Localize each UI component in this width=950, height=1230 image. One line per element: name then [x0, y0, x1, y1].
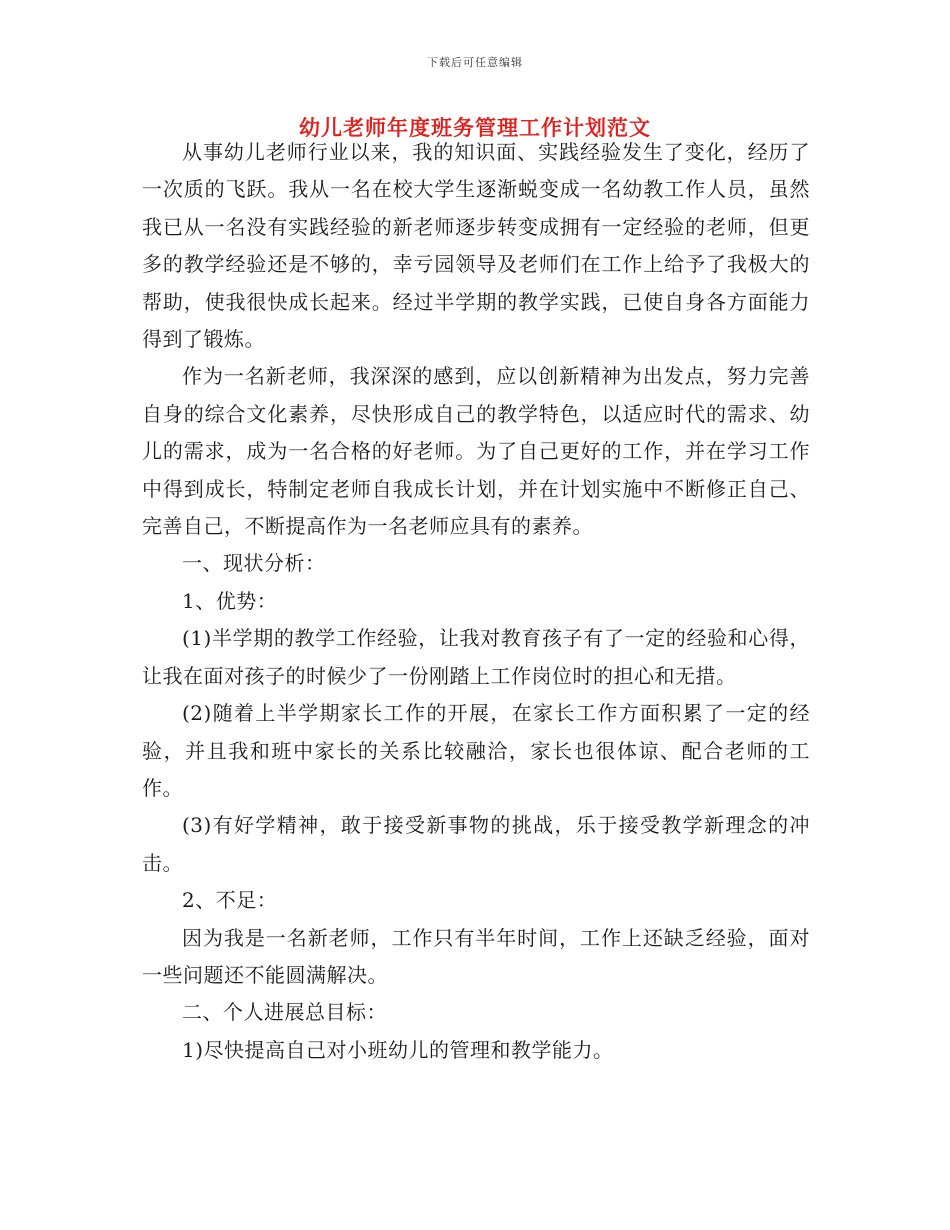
document-title: 幼儿老师年度班务管理工作计划范文 — [299, 115, 651, 140]
document-body — [142, 134, 810, 1069]
header-note: 下载后可任意编辑 — [427, 56, 523, 69]
section-heading-goals: 二、个人进展总目标： — [182, 1000, 387, 1025]
strength-item-2: (2)随着上半学期家长工作的开展，在家长工作方面积累了一定的经验，并且我和班中家长的关系比较融洽，家长也很体谅、配合老师的工作。 — [142, 701, 810, 800]
subheading-weaknesses: 2、不足： — [182, 888, 278, 913]
section-heading-status: 一、现状分析： — [182, 551, 326, 576]
paragraph-goal: 作为一名新老师，我深深的感到，应以创新精神为出发点，努力完善自身的综合文化素养，尽快形成自己的教学特色，以适应时代的需求、幼儿的需求，成为一名合格的好老师。为了自己更好的工作，并在学习工作中得到成长，特制定老师自我成长计划，并在计划实施中不断修正自己、完善自己，不断提高作为一名老师应具有的素养。 — [142, 364, 810, 539]
strength-item-1: (1)半学期的教学工作经验，让我对教育孩子有了一定的经验和心得，让我在面对孩子的时候少了一份刚踏上工作岗位时的担心和无措。 — [142, 626, 810, 688]
paragraph-intro: 从事幼儿老师行业以来，我的知识面、实践经验发生了变化，经历了一次质的飞跃。我从一名在校大学生逐渐蜕变成一名幼教工作人员，虽然我已从一名没有实践经验的新老师逐步转变成拥有一定经验的老师，但更多的教学经验还是不够的，幸亏园领导及老师们在工作上给予了我极大的帮助，使我很快成长起来。经过半学期的教学实践，已使自身各方面能力得到了锻炼。 — [142, 140, 810, 352]
subheading-strengths: 1、优势： — [182, 588, 278, 613]
strength-item-3: (3)有好学精神，敢于接受新事物的挑战，乐于接受教学新理念的冲击。 — [142, 813, 810, 875]
weakness-paragraph: 因为我是一名新老师，工作只有半年时间，工作上还缺乏经验，面对一些问题还不能圆满解决。 — [142, 925, 810, 987]
goal-item-1: 1)尽快提高自己对小班幼儿的管理和教学能力。 — [182, 1037, 614, 1062]
